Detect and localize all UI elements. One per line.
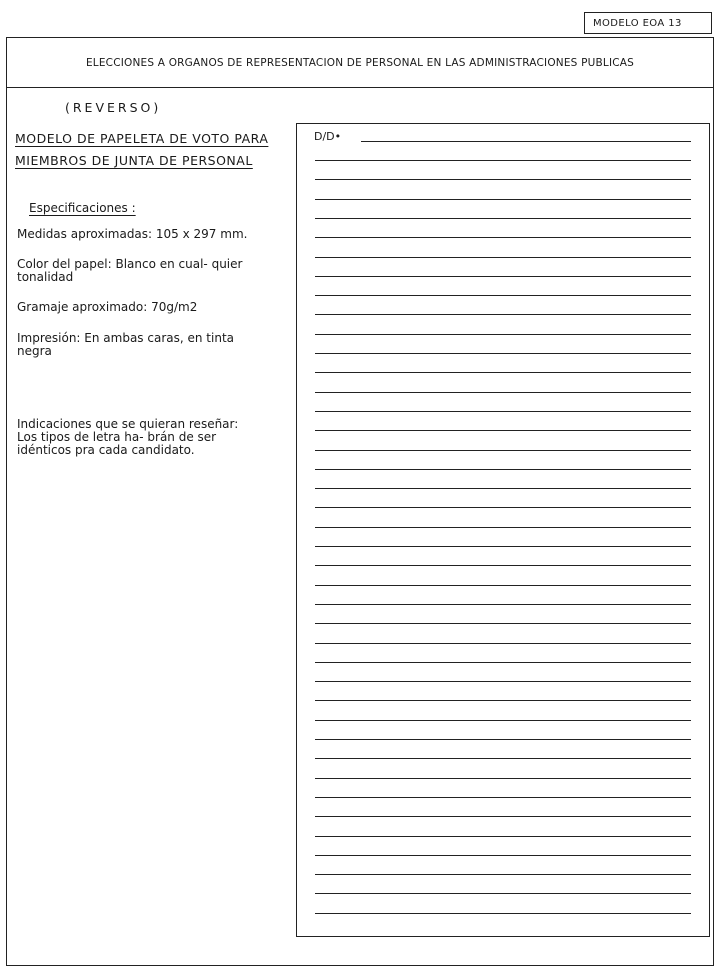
ballot-ruled-line [315, 739, 691, 740]
ballot-ruled-line [315, 585, 691, 586]
model-code: MODELO EOA 13 [593, 17, 682, 29]
model-code-box [584, 12, 712, 34]
ballot-ruled-line [315, 507, 691, 508]
ballot-ruled-line [315, 720, 691, 721]
ballot-ruled-line [315, 778, 691, 779]
ballot-ruled-line [315, 218, 691, 219]
spec-printing: Impresión: En ambas caras, en tinta negra [17, 331, 234, 358]
ballot-ruled-line [315, 527, 691, 528]
ballot-ruled-line [315, 565, 691, 566]
ballot-ruled-line [315, 893, 691, 894]
ballot-ruled-line [315, 758, 691, 759]
header-band [7, 38, 713, 88]
ballot-sheet [296, 123, 710, 937]
ballot-dd-label: D/D• [314, 130, 342, 143]
ballot-model-title-line-1: MODELO DE PAPELETA DE VOTO PARA [15, 131, 269, 146]
spec-paper-color: Color del papel: Blanco en cual- quier tonalidad [17, 257, 243, 284]
ballot-ruled-line [315, 276, 691, 277]
ballot-ruled-line [315, 430, 691, 431]
ballot-ruled-line [315, 797, 691, 798]
specifications-heading: Especificaciones : [29, 201, 136, 215]
ballot-ruled-line [315, 450, 691, 451]
spec-indications: Indicaciones que se quieran reseñar: Los tipos de letra ha- brán de ser idénticos pra cada candidato. [17, 417, 239, 457]
ballot-ruled-line [315, 257, 691, 258]
ballot-ruled-line [315, 334, 691, 335]
ballot-ruled-line [315, 662, 691, 663]
ballot-ruled-line [315, 643, 691, 644]
ballot-ruled-line [315, 623, 691, 624]
ballot-ruled-line [315, 836, 691, 837]
ballot-ruled-line [315, 353, 691, 354]
ballot-ruled-line [315, 179, 691, 180]
ballot-ruled-line [315, 295, 691, 296]
ballot-ruled-line [315, 546, 691, 547]
ballot-ruled-line [315, 816, 691, 817]
ballot-ruled-line [315, 913, 691, 914]
ballot-ruled-line [315, 160, 691, 161]
ballot-ruled-line [315, 700, 691, 701]
ballot-ruled-line [315, 237, 691, 238]
ballot-ruled-line [315, 314, 691, 315]
ballot-dd-line [361, 141, 691, 142]
ballot-ruled-line [315, 488, 691, 489]
ballot-model-title-line-2: MIEMBROS DE JUNTA DE PERSONAL [15, 153, 253, 168]
ballot-ruled-line [315, 392, 691, 393]
ballot-ruled-line [315, 681, 691, 682]
ballot-ruled-line [315, 411, 691, 412]
spec-measures: Medidas aproximadas: 105 x 297 mm. [17, 227, 248, 241]
ballot-ruled-line [315, 855, 691, 856]
ballot-ruled-line [315, 469, 691, 470]
ballot-ruled-line [315, 199, 691, 200]
reverso-label: (REVERSO) [65, 100, 162, 115]
header-title: ELECCIONES A ORGANOS DE REPRESENTACION DE PERSONAL EN LAS ADMINISTRACIONES PUBLICAS [85, 56, 635, 69]
ballot-ruled-line [315, 372, 691, 373]
ballot-ruled-line [315, 604, 691, 605]
ballot-ruled-line [315, 874, 691, 875]
spec-weight: Gramaje aproximado: 70g/m2 [17, 300, 198, 314]
document-frame [6, 37, 714, 966]
